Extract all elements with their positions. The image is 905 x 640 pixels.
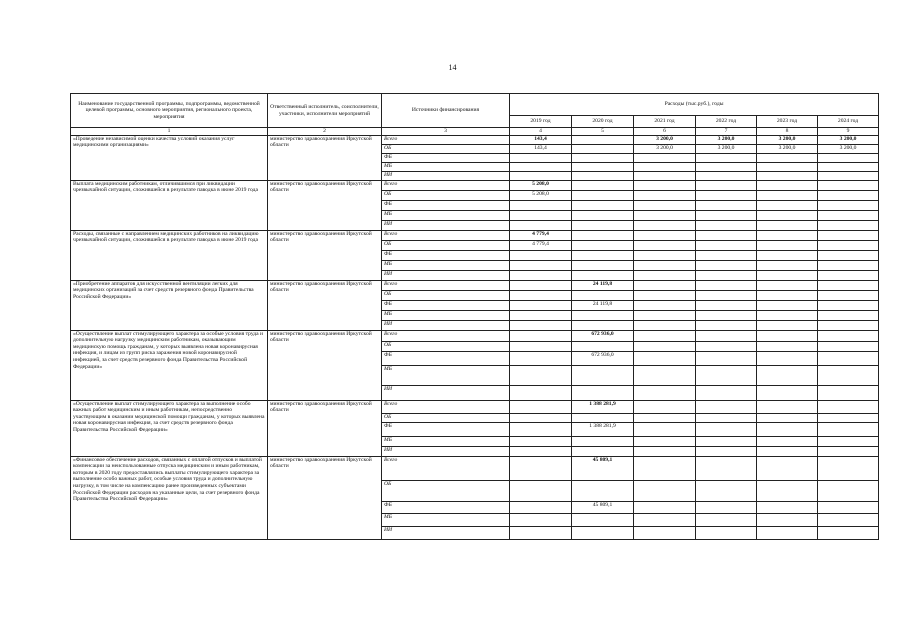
amount-cell — [757, 413, 818, 422]
amount-cell — [818, 300, 879, 310]
funding-source-cell: Всего — [382, 456, 510, 480]
amount-cell — [757, 220, 818, 230]
amount-cell — [757, 526, 818, 539]
amount-cell — [757, 210, 818, 220]
funding-source-cell: ИИ — [382, 446, 510, 456]
amount-cell — [510, 300, 572, 310]
funding-source-cell: ОБ — [382, 190, 510, 200]
amount-cell: 3 200,0 — [696, 144, 757, 153]
column-number: 6 — [634, 128, 696, 136]
amount-cell — [818, 250, 879, 260]
amount-cell — [696, 153, 757, 162]
amount-cell: 5 208,0 — [510, 180, 572, 190]
amount-cell — [572, 446, 634, 456]
amount-cell: 3 200,0 — [634, 144, 696, 153]
amount-cell — [572, 250, 634, 260]
amount-cell — [634, 210, 696, 220]
amount-cell — [634, 501, 696, 513]
funding-source-cell: ФБ — [382, 200, 510, 210]
amount-cell — [572, 413, 634, 422]
amount-cell — [510, 480, 572, 501]
column-number: 4 — [510, 128, 572, 136]
column-number: 3 — [382, 128, 510, 136]
amount-cell — [696, 513, 757, 526]
amount-cell: 3 200,0 — [634, 135, 696, 144]
amount-cell — [510, 400, 572, 413]
amount-cell — [757, 341, 818, 351]
amount-cell — [634, 162, 696, 171]
funding-source-cell: ОБ — [382, 480, 510, 501]
amount-cell — [696, 480, 757, 501]
program-name-cell: «Приобретение аппаратов для искусственной вентиляции легких для медицинских организаций за счет средств резервного фонда Правительства Российской Федерации» — [71, 280, 268, 330]
amount-cell — [572, 290, 634, 300]
amount-cell — [510, 385, 572, 400]
executor-cell: министерство здравоохранения Иркутской области — [268, 280, 382, 330]
amount-cell — [634, 351, 696, 365]
amount-cell: 4 779,4 — [510, 240, 572, 250]
amount-cell: 143,4 — [510, 135, 572, 144]
amount-cell — [572, 385, 634, 400]
funding-source-cell: МБ — [382, 310, 510, 320]
funding-source-cell: Всего — [382, 230, 510, 240]
amount-cell — [510, 220, 572, 230]
amount-cell — [696, 385, 757, 400]
amount-cell — [696, 260, 757, 270]
table-body — [71, 135, 879, 539]
funding-source-cell: ИИ — [382, 270, 510, 280]
amount-cell — [634, 513, 696, 526]
amount-cell — [696, 190, 757, 200]
amount-cell: 3 200,0 — [757, 135, 818, 144]
table-row — [71, 180, 879, 190]
amount-cell — [818, 501, 879, 513]
funding-source-cell: ФБ — [382, 422, 510, 436]
amount-cell — [572, 230, 634, 240]
amount-cell — [696, 446, 757, 456]
amount-cell — [757, 280, 818, 290]
amount-cell — [634, 413, 696, 422]
amount-cell — [757, 456, 818, 480]
funding-source-cell: ИИ — [382, 171, 510, 180]
amount-cell — [696, 230, 757, 240]
column-number: 7 — [696, 128, 757, 136]
amount-cell — [818, 210, 879, 220]
column-number: 5 — [572, 128, 634, 136]
amount-cell: 4 779,4 — [510, 230, 572, 240]
amount-cell — [572, 180, 634, 190]
funding-source-cell: ИИ — [382, 526, 510, 539]
funding-source-cell: Всего — [382, 330, 510, 341]
amount-cell — [696, 210, 757, 220]
executor-cell: министерство здравоохранения Иркутской области — [268, 230, 382, 280]
amount-cell — [757, 270, 818, 280]
amount-cell — [510, 310, 572, 320]
amount-cell — [634, 190, 696, 200]
amount-cell — [510, 456, 572, 480]
amount-cell — [510, 171, 572, 180]
amount-cell — [696, 310, 757, 320]
executor-cell: министерство здравоохранения Иркутской области — [268, 180, 382, 230]
table-row — [71, 135, 879, 144]
header-expenses: Расходы (тыс.руб.), годы — [510, 94, 879, 116]
amount-cell — [757, 365, 818, 385]
amount-cell — [757, 230, 818, 240]
funding-source-cell: МБ — [382, 365, 510, 385]
amount-cell — [818, 190, 879, 200]
amount-cell — [757, 436, 818, 446]
amount-cell — [572, 153, 634, 162]
amount-cell: 5 208,0 — [510, 190, 572, 200]
header-year: 2024 год — [818, 116, 879, 128]
amount-cell — [634, 330, 696, 341]
table-row — [71, 400, 879, 413]
amount-cell — [696, 330, 757, 341]
amount-cell: 3 200,0 — [757, 144, 818, 153]
amount-cell — [818, 385, 879, 400]
amount-cell — [572, 341, 634, 351]
amount-cell — [634, 280, 696, 290]
amount-cell — [510, 250, 572, 260]
amount-cell — [572, 144, 634, 153]
amount-cell — [818, 180, 879, 190]
amount-cell — [572, 310, 634, 320]
amount-cell — [510, 153, 572, 162]
funding-source-cell: ОБ — [382, 290, 510, 300]
amount-cell — [634, 341, 696, 351]
amount-cell — [818, 260, 879, 270]
amount-cell — [696, 280, 757, 290]
amount-cell — [510, 200, 572, 210]
amount-cell — [818, 153, 879, 162]
amount-cell — [634, 365, 696, 385]
amount-cell — [510, 351, 572, 365]
amount-cell — [818, 446, 879, 456]
amount-cell — [510, 446, 572, 456]
amount-cell — [634, 260, 696, 270]
amount-cell — [696, 351, 757, 365]
program-name-cell: «Осуществление выплат стимулирующего характера за особые условия труда и дополнительную нагрузку медицинским работникам, оказывающим медицинскую помощь гражданам, у которых выявлена новая коронавирусная инфекция, и лицам из групп риска заражения новой коронавирусной инфекцией, за счет средств резервного фонда Правительства Российской Федерации» — [71, 330, 268, 400]
column-number: 8 — [757, 128, 818, 136]
funding-source-cell: ФБ — [382, 351, 510, 365]
funding-source-cell: ФБ — [382, 250, 510, 260]
amount-cell: 1 388 281,9 — [572, 422, 634, 436]
amount-cell — [757, 310, 818, 320]
amount-cell — [757, 320, 818, 330]
amount-cell — [757, 351, 818, 365]
amount-cell — [634, 171, 696, 180]
amount-cell — [818, 480, 879, 501]
funding-source-cell: ИИ — [382, 320, 510, 330]
amount-cell — [572, 220, 634, 230]
amount-cell — [696, 171, 757, 180]
amount-cell — [634, 220, 696, 230]
amount-cell — [572, 162, 634, 171]
amount-cell — [696, 436, 757, 446]
amount-cell — [696, 526, 757, 539]
amount-cell — [757, 250, 818, 260]
amount-cell — [510, 501, 572, 513]
amount-cell — [757, 153, 818, 162]
amount-cell — [634, 400, 696, 413]
amount-cell — [696, 365, 757, 385]
amount-cell: 24 119,8 — [572, 300, 634, 310]
amount-cell: 3 200,0 — [818, 135, 879, 144]
amount-cell — [634, 180, 696, 190]
amount-cell — [634, 153, 696, 162]
amount-cell — [818, 200, 879, 210]
amount-cell — [634, 436, 696, 446]
program-name-cell: Выплата медицинским работникам, отличившимся при ликвидации чрезвычайной ситуации, сложившейся в результате паводка в июне 2019 года — [71, 180, 268, 230]
amount-cell — [757, 240, 818, 250]
amount-cell — [696, 162, 757, 171]
amount-cell — [634, 270, 696, 280]
amount-cell — [757, 446, 818, 456]
header-executor: Ответственный исполнитель, соисполнители, участники, исполнители мероприятий — [268, 94, 382, 128]
page-number: 14 — [448, 63, 457, 72]
amount-cell — [510, 365, 572, 385]
amount-cell — [510, 290, 572, 300]
amount-cell — [572, 526, 634, 539]
funding-source-cell: МБ — [382, 162, 510, 171]
header-year: 2022 год — [696, 116, 757, 128]
amount-cell — [634, 446, 696, 456]
amount-cell — [818, 290, 879, 300]
amount-cell: 3 200,0 — [696, 135, 757, 144]
table-row — [71, 280, 879, 290]
amount-cell — [572, 480, 634, 501]
amount-cell — [572, 240, 634, 250]
program-name-cell: «Проведение независимой оценки качества условий оказания услуг медицинскими организациями» — [71, 135, 268, 180]
amount-cell — [634, 480, 696, 501]
funding-source-cell: Всего — [382, 400, 510, 413]
header-year: 2020 год — [572, 116, 634, 128]
amount-cell — [757, 180, 818, 190]
amount-cell — [818, 162, 879, 171]
amount-cell — [757, 300, 818, 310]
amount-cell — [818, 171, 879, 180]
table-row — [71, 456, 879, 480]
funding-source-cell: Всего — [382, 180, 510, 190]
amount-cell — [510, 270, 572, 280]
amount-cell — [818, 220, 879, 230]
amount-cell — [510, 341, 572, 351]
executor-cell: министерство здравоохранения Иркутской области — [268, 400, 382, 456]
amount-cell — [818, 310, 879, 320]
program-name-cell: «Финансовое обеспечение расходов, связанных с оплатой отпусков и выплатой компенсации за неиспользованные отпуска медицинским и иным работникам, которым в 2020 году предоставлялись выплаты стимулирующего характера за выполнение особо важных работ, особые условия труда и дополнительную нагрузку, в том числе на компенсацию ранее произведенных субъектами Российской Федерации расходов на указанные цели, за счет резервного фонда Правительства Российской Федерации» — [71, 456, 268, 539]
amount-cell: 672 936,0 — [572, 330, 634, 341]
header-funding-sources: Источники финансирования — [382, 94, 510, 128]
funding-source-cell: ОБ — [382, 413, 510, 422]
amount-cell — [510, 413, 572, 422]
funding-source-cell: МБ — [382, 260, 510, 270]
amount-cell — [696, 250, 757, 260]
column-number: 9 — [818, 128, 879, 136]
amount-cell — [818, 230, 879, 240]
amount-cell: 24 119,8 — [572, 280, 634, 290]
amount-cell — [634, 526, 696, 539]
header-program-name: Наименование государственной программы, подпрограммы, ведомственной целевой программы, основного мероприятия, регионального проекта, мероприятия — [71, 94, 268, 128]
column-number: 2 — [268, 128, 382, 136]
amount-cell — [510, 422, 572, 436]
amount-cell — [757, 260, 818, 270]
amount-cell — [757, 480, 818, 501]
amount-cell — [757, 290, 818, 300]
amount-cell — [634, 250, 696, 260]
amount-cell — [757, 330, 818, 341]
amount-cell — [510, 513, 572, 526]
amount-cell — [634, 310, 696, 320]
funding-source-cell: ИИ — [382, 220, 510, 230]
amount-cell — [818, 513, 879, 526]
amount-cell — [696, 422, 757, 436]
amount-cell — [510, 162, 572, 171]
amount-cell — [696, 456, 757, 480]
amount-cell — [634, 422, 696, 436]
amount-cell: 143,4 — [510, 144, 572, 153]
amount-cell — [757, 385, 818, 400]
funding-source-cell: Всего — [382, 135, 510, 144]
amount-cell — [818, 365, 879, 385]
amount-cell — [757, 162, 818, 171]
amount-cell — [572, 270, 634, 280]
budget-table — [70, 93, 879, 540]
amount-cell — [818, 422, 879, 436]
amount-cell — [634, 320, 696, 330]
funding-source-cell: МБ — [382, 513, 510, 526]
amount-cell: 45 809,1 — [572, 456, 634, 480]
table-row — [71, 330, 879, 341]
amount-cell — [510, 280, 572, 290]
table-row — [71, 230, 879, 240]
header-year: 2021 год — [634, 116, 696, 128]
amount-cell: 45 809,1 — [572, 501, 634, 513]
amount-cell — [510, 210, 572, 220]
funding-source-cell: ФБ — [382, 300, 510, 310]
amount-cell — [572, 436, 634, 446]
amount-cell — [818, 351, 879, 365]
amount-cell — [572, 320, 634, 330]
amount-cell — [634, 300, 696, 310]
amount-cell — [696, 180, 757, 190]
column-number: 1 — [71, 128, 268, 136]
executor-cell: министерство здравоохранения Иркутской области — [268, 330, 382, 400]
amount-cell — [572, 200, 634, 210]
funding-source-cell: ИИ — [382, 385, 510, 400]
amount-cell — [818, 526, 879, 539]
amount-cell — [696, 200, 757, 210]
amount-cell — [696, 341, 757, 351]
amount-cell — [757, 190, 818, 200]
funding-source-cell: МБ — [382, 436, 510, 446]
amount-cell — [696, 501, 757, 513]
amount-cell — [818, 320, 879, 330]
amount-cell — [510, 330, 572, 341]
amount-cell — [818, 400, 879, 413]
amount-cell — [634, 456, 696, 480]
amount-cell — [572, 513, 634, 526]
amount-cell — [696, 240, 757, 250]
amount-cell — [572, 210, 634, 220]
amount-cell — [510, 436, 572, 446]
amount-cell — [757, 400, 818, 413]
funding-source-cell: Всего — [382, 280, 510, 290]
amount-cell — [696, 300, 757, 310]
executor-cell: министерство здравоохранения Иркутской области — [268, 135, 382, 180]
program-name-cell: Расходы, связанные с направлением медицинских работников на ликвидацию чрезвычайной ситуации, сложившейся в результате паводка в июне 2019 года — [71, 230, 268, 280]
funding-source-cell: МБ — [382, 210, 510, 220]
amount-cell — [818, 330, 879, 341]
header-year: 2023 год — [757, 116, 818, 128]
funding-source-cell: ФБ — [382, 153, 510, 162]
funding-source-cell: ФБ — [382, 501, 510, 513]
amount-cell — [634, 290, 696, 300]
amount-cell — [634, 385, 696, 400]
amount-cell — [757, 501, 818, 513]
funding-source-cell: ОБ — [382, 240, 510, 250]
amount-cell — [696, 270, 757, 280]
amount-cell — [634, 200, 696, 210]
funding-source-cell: ОБ — [382, 144, 510, 153]
amount-cell: 1 388 281,9 — [572, 400, 634, 413]
amount-cell — [818, 280, 879, 290]
amount-cell — [572, 260, 634, 270]
amount-cell — [572, 135, 634, 144]
amount-cell — [634, 240, 696, 250]
amount-cell — [696, 400, 757, 413]
amount-cell — [696, 320, 757, 330]
amount-cell — [510, 526, 572, 539]
amount-cell: 672 936,0 — [572, 351, 634, 365]
amount-cell — [572, 190, 634, 200]
amount-cell — [696, 290, 757, 300]
amount-cell — [510, 320, 572, 330]
amount-cell — [757, 422, 818, 436]
amount-cell — [818, 341, 879, 351]
amount-cell — [818, 436, 879, 446]
amount-cell — [634, 230, 696, 240]
amount-cell — [757, 200, 818, 210]
amount-cell — [757, 513, 818, 526]
executor-cell: министерство здравоохранения Иркутской области — [268, 456, 382, 539]
amount-cell — [572, 171, 634, 180]
amount-cell — [818, 456, 879, 480]
amount-cell — [818, 240, 879, 250]
amount-cell — [572, 365, 634, 385]
program-name-cell: «Осуществление выплат стимулирующего характера за выполнение особо важных работ медицинским и иным работникам, непосредственно участвующим в оказании медицинской помощи гражданам, у которых выявлена новая коронавирусная инфекция, за счет средств резервного фонда Правительства Российской Федерации» — [71, 400, 268, 456]
amount-cell — [818, 270, 879, 280]
amount-cell — [696, 220, 757, 230]
header-year: 2019 год — [510, 116, 572, 128]
amount-cell: 3 200,0 — [818, 144, 879, 153]
funding-source-cell: ОБ — [382, 341, 510, 351]
amount-cell — [818, 413, 879, 422]
amount-cell — [696, 413, 757, 422]
amount-cell — [510, 260, 572, 270]
amount-cell — [757, 171, 818, 180]
